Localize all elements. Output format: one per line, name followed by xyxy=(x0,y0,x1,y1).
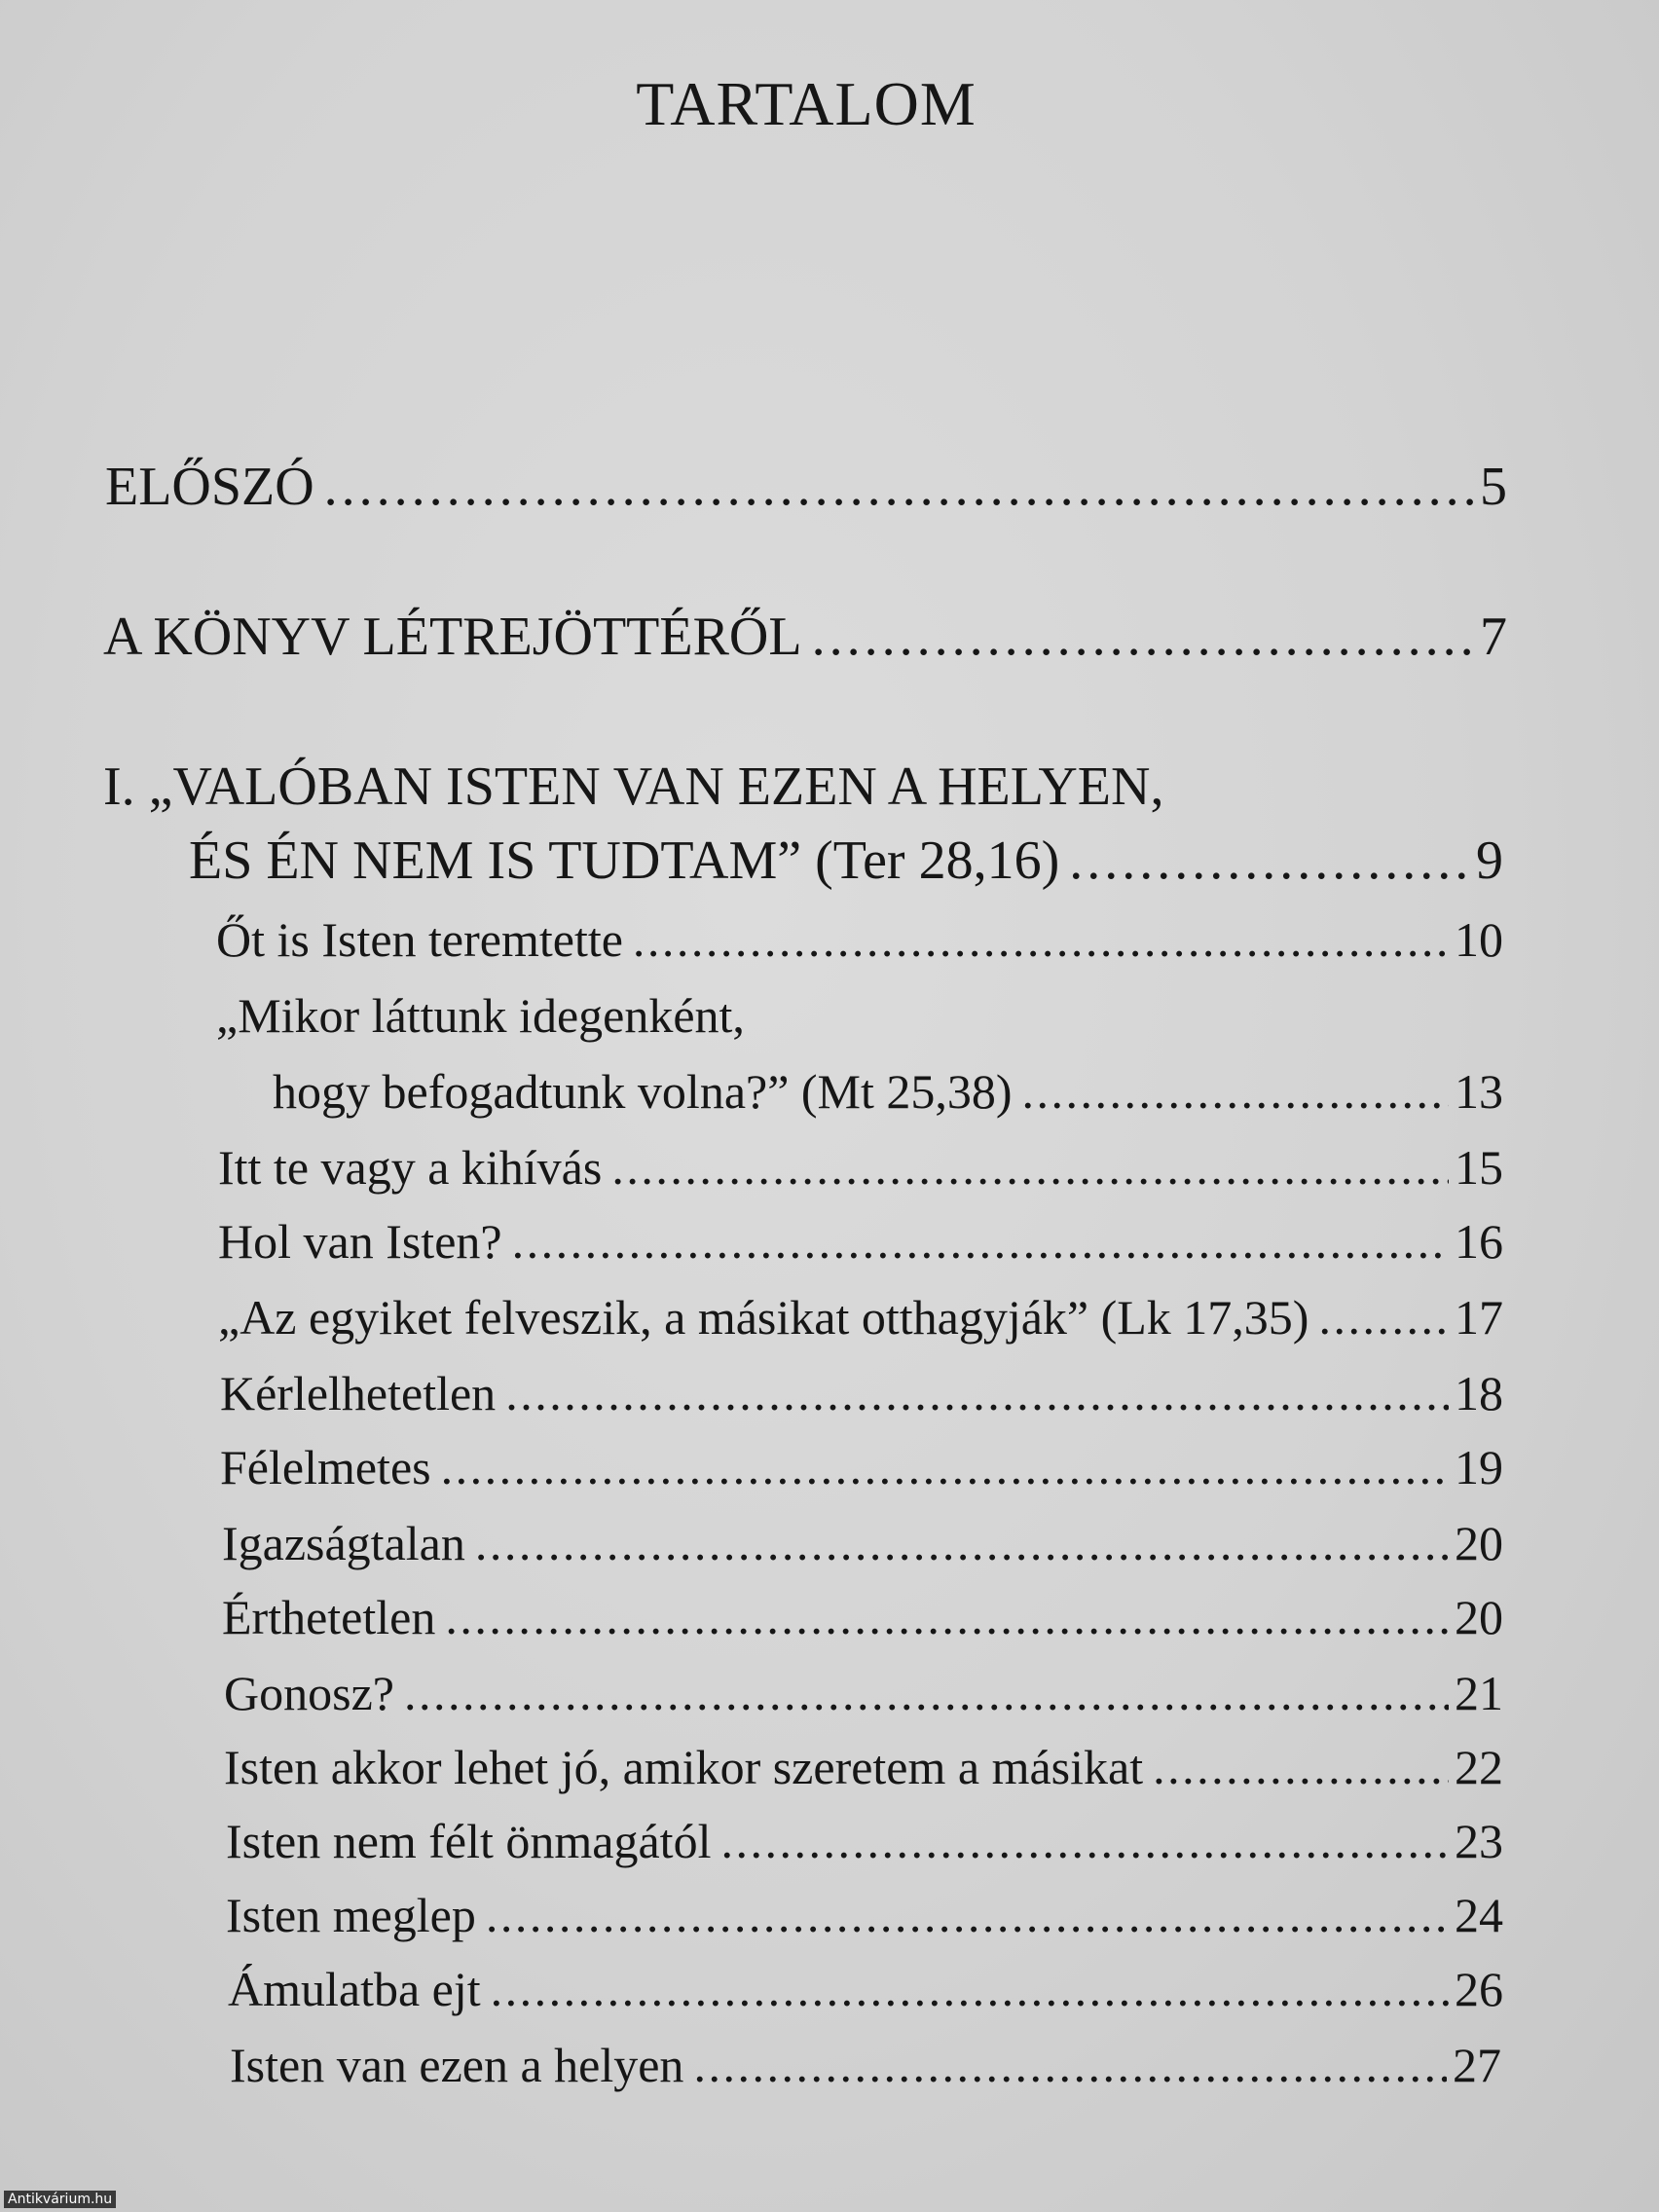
toc-entry-label: Gonosz? xyxy=(224,1666,394,1720)
toc-entry-origin xyxy=(103,606,1507,668)
toc-entry-label: Hol van Isten? xyxy=(218,1214,502,1269)
dot-leader xyxy=(633,911,1449,968)
toc-entry xyxy=(218,1213,1503,1270)
toc-page-number: 13 xyxy=(1455,1064,1503,1119)
toc-page-number: 15 xyxy=(1455,1140,1503,1195)
toc-page-number: 21 xyxy=(1455,1666,1503,1720)
dot-leader xyxy=(693,2037,1447,2093)
toc-page-number: 9 xyxy=(1476,830,1503,891)
dot-leader xyxy=(324,456,1474,518)
toc-entry-label: Isten van ezen a helyen xyxy=(230,2038,684,2092)
toc-entry-label: Isten akkor lehet jó, amikor szeretem a másikat xyxy=(224,1740,1144,1794)
watermark: Antikvárium.hu xyxy=(4,2191,116,2208)
toc-entry-label: ÉS ÉN NEM IS TUDTAM” (Ter 28,16) xyxy=(189,830,1060,891)
dot-leader xyxy=(512,1213,1449,1270)
dot-leader xyxy=(1022,1063,1449,1120)
toc-entry-label: A KÖNYV LÉTREJÖTTÉRŐL xyxy=(103,607,802,667)
toc-page-number: 22 xyxy=(1455,1740,1503,1794)
toc-entry-label: Igazságtalan xyxy=(222,1516,465,1570)
toc-entry xyxy=(224,1739,1503,1795)
toc-entry-label: Isten meglep xyxy=(226,1888,476,1942)
toc-page-number: 20 xyxy=(1455,1590,1503,1644)
toc-entry-label: Érthetetlen xyxy=(222,1590,436,1644)
toc-entry xyxy=(226,1813,1503,1869)
dot-leader xyxy=(611,1139,1449,1196)
toc-page-number: 24 xyxy=(1455,1888,1503,1942)
toc-page-number: 18 xyxy=(1455,1366,1503,1420)
dot-leader xyxy=(505,1365,1449,1421)
dot-leader xyxy=(491,1961,1449,2017)
toc-page-number: 19 xyxy=(1455,1440,1503,1494)
toc-page-number: 10 xyxy=(1455,912,1503,967)
toc-page-number: 23 xyxy=(1455,1814,1503,1868)
toc-entry xyxy=(226,1887,1503,1943)
toc-page-number: 5 xyxy=(1480,457,1507,517)
toc-entry xyxy=(230,2037,1501,2093)
toc-entry-label: Ámulatba ejt xyxy=(228,1962,481,2016)
toc-entry xyxy=(218,1289,1503,1346)
chapter-heading xyxy=(189,830,1503,892)
toc-entry-label: hogy befogadtunk volna?” (Mt 25,38) xyxy=(273,1064,1013,1119)
toc-entry-label: Isten nem félt önmagától xyxy=(226,1814,712,1868)
toc-entry-preface xyxy=(105,456,1507,518)
dot-leader xyxy=(486,1887,1449,1943)
page-title: TARTALOM xyxy=(636,69,977,138)
toc-entry xyxy=(222,1515,1503,1571)
toc-entry xyxy=(218,1139,1503,1196)
toc-entry-label: Őt is Isten teremtette xyxy=(216,912,623,967)
toc-entry xyxy=(220,1365,1503,1421)
toc-entry xyxy=(228,1961,1503,2017)
toc-page-number: 20 xyxy=(1455,1516,1503,1570)
toc-entry-label: Kérlelhetetlen xyxy=(220,1366,497,1420)
toc-entry-label: Félelmetes xyxy=(220,1440,431,1494)
toc-page-number: 16 xyxy=(1455,1214,1503,1269)
toc-entry xyxy=(216,911,1503,968)
dot-leader xyxy=(475,1515,1449,1571)
toc-entry-line1: „Mikor láttunk idegenként, xyxy=(216,988,745,1043)
dot-leader xyxy=(441,1439,1449,1495)
toc-entry xyxy=(224,1665,1503,1721)
chapter-heading-line1: I. „VALÓBAN ISTEN VAN EZEN A HELYEN, xyxy=(103,756,1164,817)
dot-leader xyxy=(812,606,1474,668)
toc-entry-label: Itt te vagy a kihívás xyxy=(218,1140,603,1195)
dot-leader xyxy=(1153,1739,1449,1795)
dot-leader xyxy=(1069,830,1470,892)
toc-entry xyxy=(222,1589,1503,1645)
dot-leader xyxy=(445,1589,1449,1645)
toc-entry xyxy=(273,1063,1503,1120)
dot-leader xyxy=(720,1813,1449,1869)
toc-entry-label: ELŐSZÓ xyxy=(105,457,314,517)
toc-page-number: 26 xyxy=(1455,1962,1503,2016)
toc-entry xyxy=(220,1439,1503,1495)
toc-page-number: 27 xyxy=(1453,2038,1501,2092)
toc-entry-label: „Az egyiket felveszik, a másikat otthagyják” (Lk 17,35) xyxy=(218,1290,1309,1345)
toc-page-number: 7 xyxy=(1480,607,1507,667)
dot-leader xyxy=(404,1665,1449,1721)
dot-leader xyxy=(1318,1289,1449,1346)
toc-page-number: 17 xyxy=(1455,1290,1503,1345)
